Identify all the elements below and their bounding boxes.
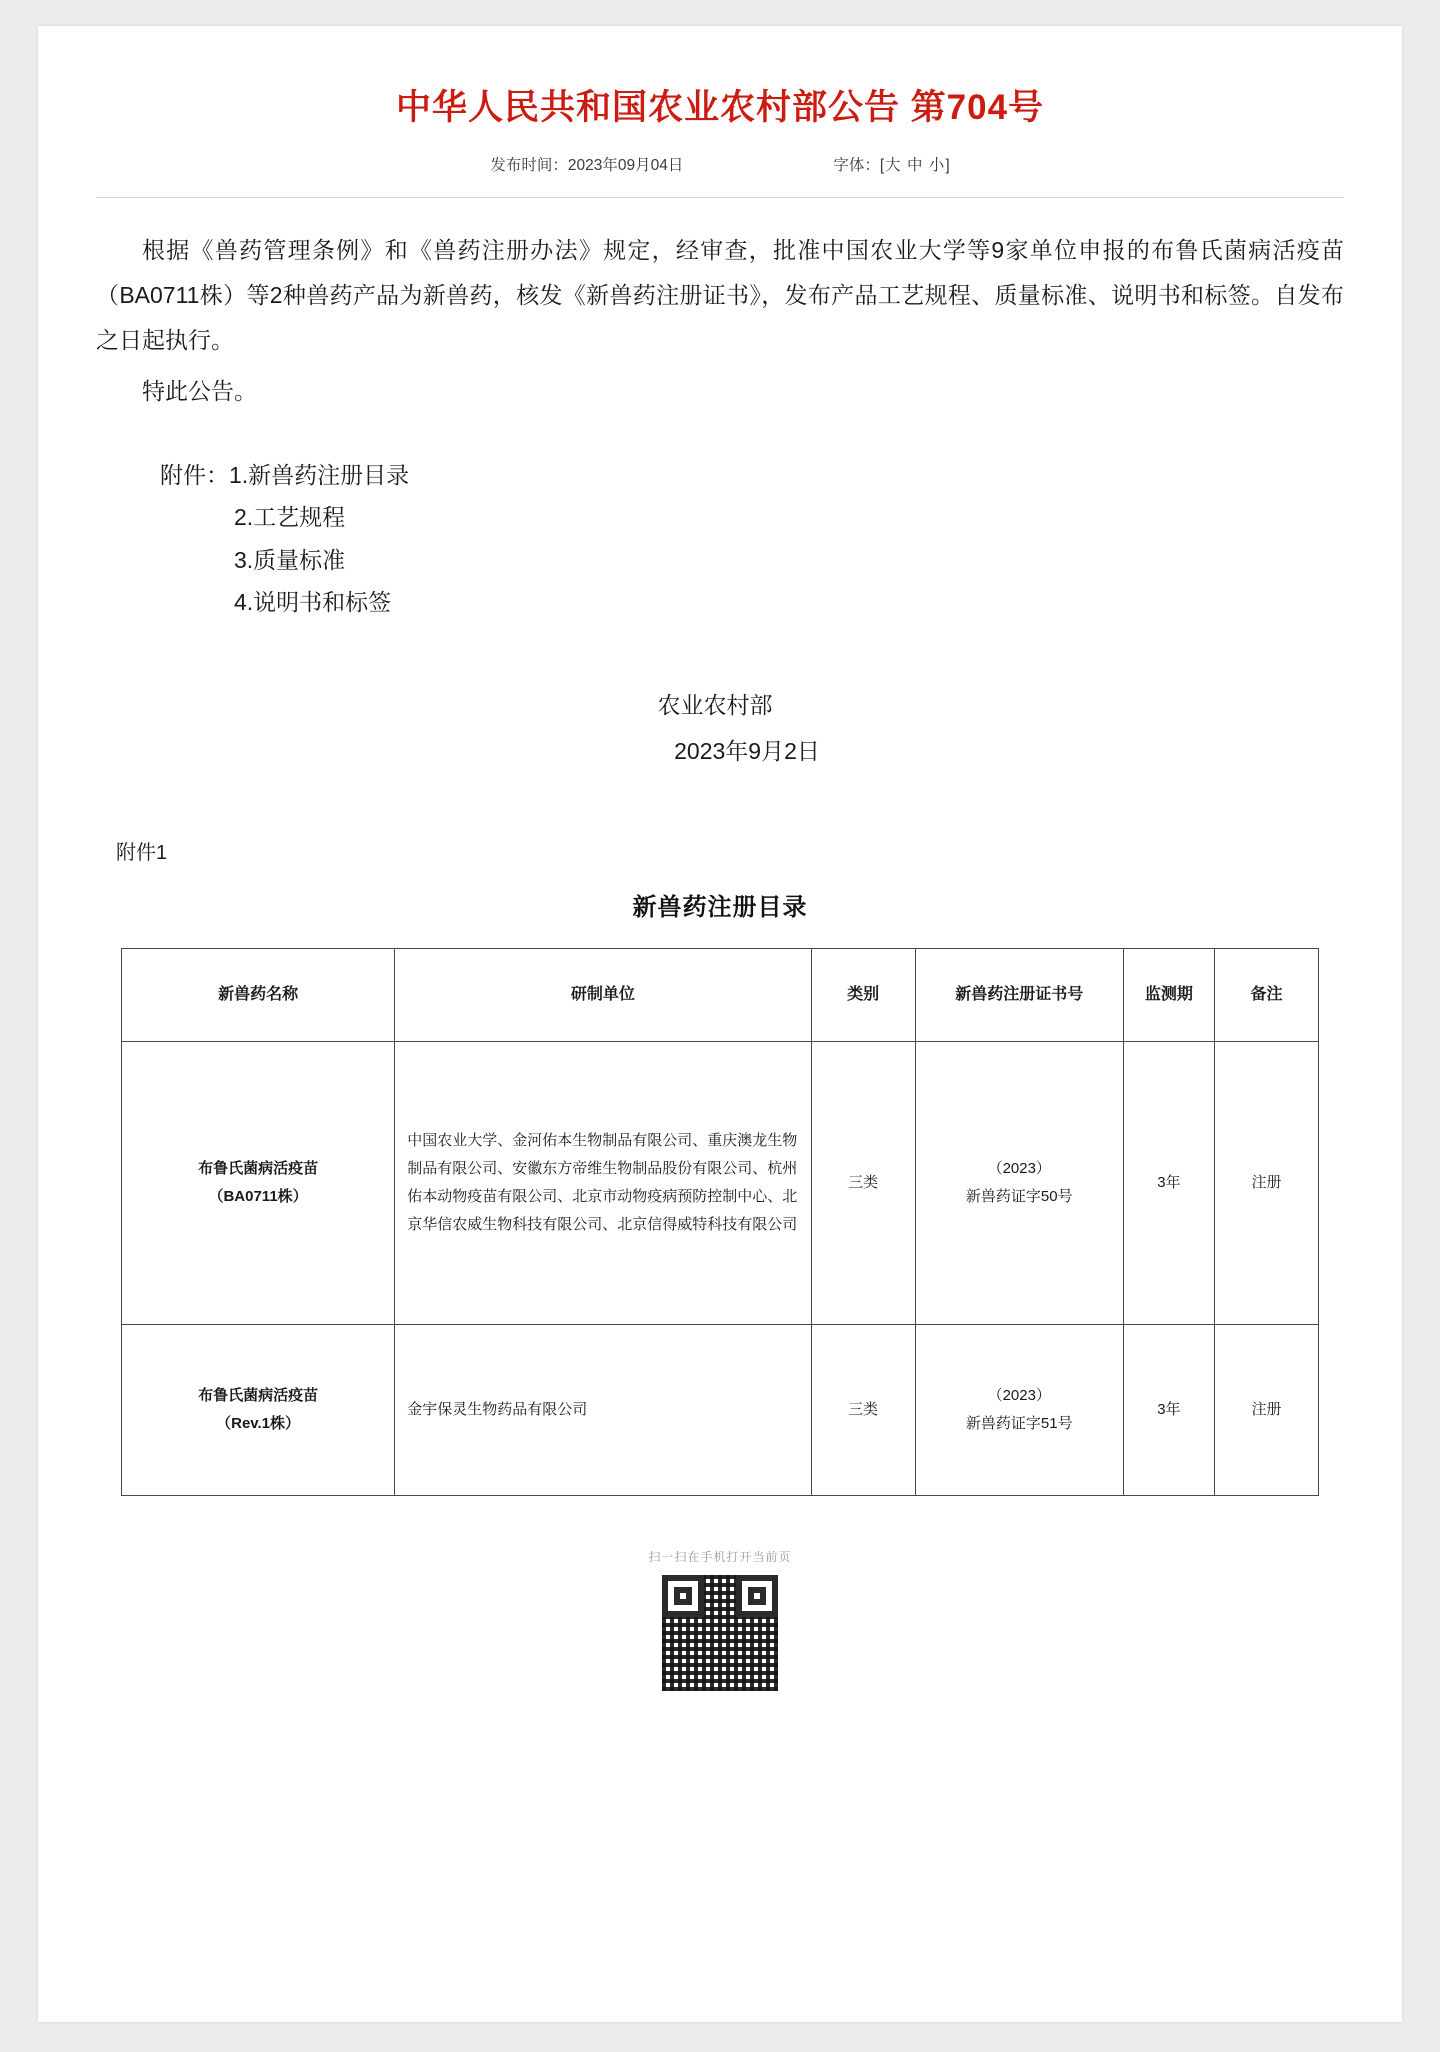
signature-date: 2023年9月2日 (674, 737, 820, 764)
font-size-close: ] (945, 157, 950, 175)
drug-name-line-1: 布鲁氏菌病活疫苗 (198, 1387, 319, 1405)
cell-certificate (915, 1041, 1123, 1324)
attachment-item-4: 4.说明书和标签 (234, 589, 392, 616)
cell-drug-name (121, 1041, 394, 1324)
cell-monitor-period: 3年 (1123, 1041, 1214, 1324)
document-meta (96, 153, 1344, 175)
cell-developer-units: 中国农业大学、金河佑本生物制品有限公司、重庆澳龙生物制品有限公司、安徽东方帝维生物制品股份有限公司、杭州佑本动物疫苗有限公司、北京市动物疫病预防控制中心、北京华信农威生物科技有限公司、北京信得威特科技有限公司 (395, 1041, 811, 1324)
cell-certificate (915, 1324, 1123, 1495)
table-header-row (121, 948, 1318, 1041)
table-row (121, 1324, 1318, 1495)
attachment-label: 附件1 (116, 841, 168, 864)
font-size-medium[interactable]: 中 (906, 157, 923, 175)
attachment-item-2: 2.工艺规程 (234, 504, 346, 531)
qr-section (96, 1548, 1344, 1691)
cell-developer-units: 金宇保灵生物药品有限公司 (395, 1324, 811, 1495)
cell-remark: 注册 (1214, 1324, 1318, 1495)
signature-block (96, 682, 1344, 774)
cell-monitor-period: 3年 (1123, 1324, 1214, 1495)
drug-name-line-2: （BA0711株） (208, 1187, 308, 1205)
cell-category: 三类 (811, 1324, 915, 1495)
registration-table (121, 948, 1319, 1496)
font-size-small[interactable]: 小 (928, 157, 945, 175)
drug-name-line-2: （Rev.1株） (216, 1414, 301, 1432)
page-title: 中华人民共和国农业农村部公告 第704号 (395, 88, 1045, 127)
certificate-line-2: 新兽药证字50号 (965, 1187, 1073, 1205)
document-body (96, 228, 1344, 413)
publish-date: 发布时间：2023年09月04日 (490, 157, 684, 175)
cell-category: 三类 (811, 1041, 915, 1324)
table-header-category: 类别 (811, 948, 915, 1041)
attachment-item-1: 附件：1.新兽药注册目录 (160, 461, 410, 488)
header-divider (96, 197, 1344, 198)
certificate-line-1: （2023） (987, 1387, 1051, 1405)
document-sheet (38, 26, 1402, 2022)
qr-caption: 扫一扫在手机打开当前页 (648, 1549, 792, 1564)
table-row (121, 1041, 1318, 1324)
font-size-large[interactable]: 大 (885, 157, 901, 175)
table-header-remark: 备注 (1214, 948, 1318, 1041)
body-paragraph-2: 特此公告。 (142, 377, 257, 404)
attachment-title: 新兽药注册目录 (632, 893, 808, 921)
attachment-item-3: 3.质量标准 (234, 546, 346, 573)
cell-drug-name (121, 1324, 394, 1495)
font-size-label: 字体：[ (833, 157, 885, 175)
body-paragraph-1: 根据《兽药管理条例》和《兽药注册办法》规定，经审查，批准中国农业大学等9家单位申报的布鲁氏菌病活疫苗（BA0711株）等2种兽药产品为新兽药，核发《新兽药注册证书》，发布产品工艺规程、质量标准、说明书和标签。自发布之日起执行。 (96, 237, 1344, 353)
table-header-cert: 新兽药注册证书号 (915, 948, 1123, 1041)
attachment-list (96, 454, 1344, 624)
table-header-unit: 研制单位 (395, 948, 811, 1041)
cell-remark: 注册 (1214, 1041, 1318, 1324)
signature-issuer: 农业农村部 (657, 691, 773, 718)
table-header-period: 监测期 (1123, 948, 1214, 1041)
font-size-control[interactable] (833, 153, 949, 175)
certificate-line-1: （2023） (987, 1160, 1051, 1178)
certificate-line-2: 新兽药证字51号 (965, 1414, 1073, 1432)
table-header-name: 新兽药名称 (121, 948, 394, 1041)
qr-code-icon (662, 1575, 778, 1691)
drug-name-line-1: 布鲁氏菌病活疫苗 (198, 1160, 319, 1178)
